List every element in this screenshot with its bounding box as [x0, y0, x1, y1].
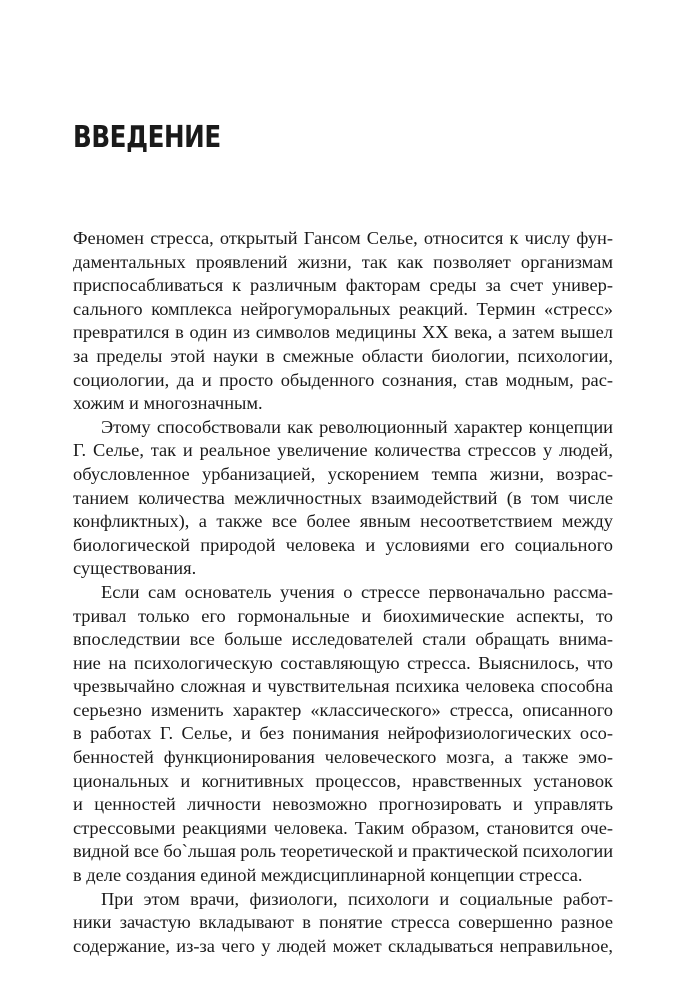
text-line: существования.: [73, 558, 197, 579]
page-title: ВВЕДЕНИЕ: [73, 120, 221, 155]
text-line: превратился в один из символов медицины XX века, а затем вышел: [73, 322, 613, 343]
body-text: [73, 227, 613, 958]
text-line: видной все бо`льшая роль теоретической и практической психологии: [73, 841, 613, 862]
text-line: обусловленное урбанизацией, ускорением темпа жизни, возрас-: [73, 463, 613, 484]
text-line: социологии, да и просто обыденного сознания, став модным, рас-: [73, 369, 613, 390]
text-line: сального комплекса нейрогуморальных реакций. Термин «стресс»: [73, 298, 613, 319]
text-line: При этом врачи, физиологи, психологи и социальные работ-: [101, 888, 613, 909]
text-line: приспосабливаться к различным факторам среды за счет универ-: [73, 275, 613, 296]
text-line: в деле создания единой междисциплинарной концепции стресса.: [73, 865, 583, 886]
text-line: Г. Селье, так и реальное увеличение количества стрессов у людей,: [73, 440, 613, 461]
text-line: тривал только его гормональные и биохимические аспекты, то: [73, 605, 613, 626]
text-line: серьезно изменить характер «классического» стресса, описанного: [73, 699, 613, 720]
text-line: Этому способствовали как революционный характер концепции: [101, 416, 613, 437]
text-line: и ценностей личности невозможно прогнозировать и управлять: [73, 794, 613, 815]
text-line: циональных и когнитивных процессов, нравственных установок: [73, 770, 613, 791]
text-line: Если сам основатель учения о стрессе первоначально рассма-: [101, 581, 613, 602]
text-line: за пределы этой науки в смежные области биологии, психологии,: [73, 345, 613, 366]
text-line: хожим и многозначным.: [73, 393, 263, 414]
text-line: биологической природой человека и условиями его социального: [73, 534, 613, 555]
text-line: в работах Г. Селье, и без понимания нейрофизиологических осо-: [73, 723, 613, 744]
text-line: бенностей функционирования человеческого мозга, а также эмо-: [73, 747, 613, 768]
text-line: танием количества межличностных взаимодействий (в том числе: [73, 487, 613, 508]
text-line: ники зачастую вкладывают в понятие стресса совершенно разное: [73, 912, 613, 933]
text-line: стрессовыми реакциями человека. Таким образом, становится оче-: [73, 817, 613, 838]
text-line: содержание, из-за чего у людей может складываться неправильное,: [73, 935, 613, 956]
text-line: ние на психологическую составляющую стресса. Выяснилось, что: [73, 652, 613, 673]
text-line: впоследствии все больше исследователей стали обращать внима-: [73, 629, 613, 650]
text-line: Феномен стресса, открытый Гансом Селье, относится к числу фун-: [73, 228, 613, 248]
text-line: даментальных проявлений жизни, так как позволяет организмам: [73, 251, 613, 272]
text-line: чрезвычайно сложная и чувствительная психика человека способна: [73, 676, 613, 697]
text-line: конфликтных), а также все более явным несоответствием между: [73, 511, 613, 532]
